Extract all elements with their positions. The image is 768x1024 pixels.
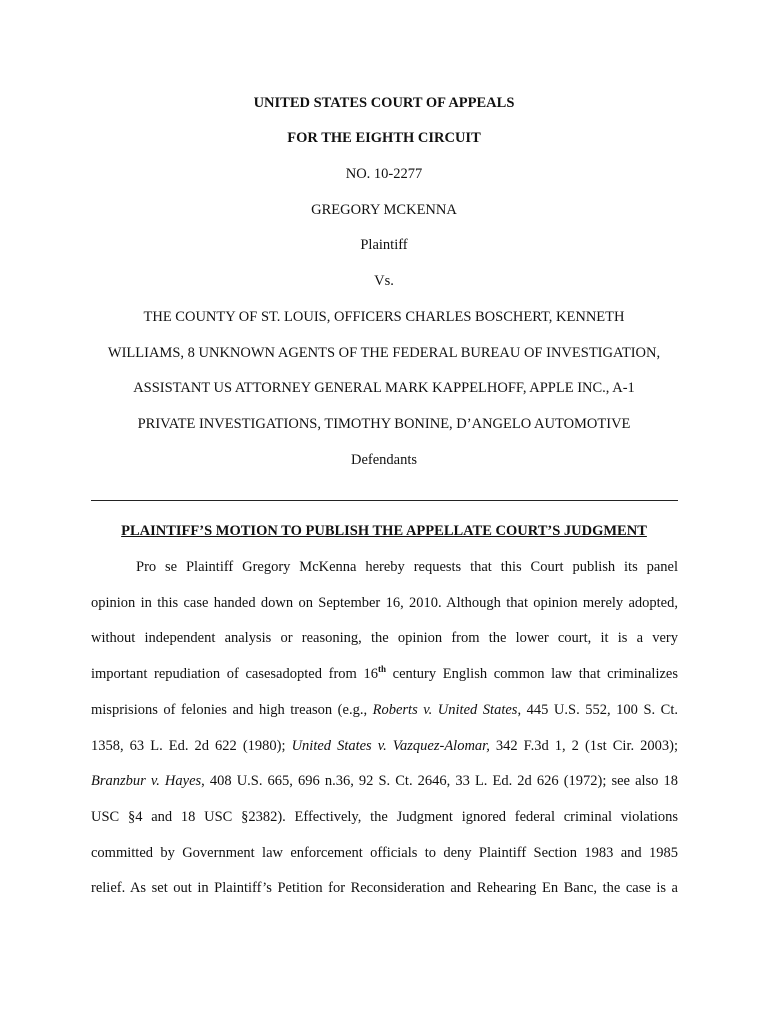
case-citation: Roberts v. United States	[372, 702, 518, 718]
body-line	[91, 737, 678, 755]
versus: Vs.	[374, 273, 394, 289]
ordinal-suffix: th	[377, 664, 386, 675]
body-text: century English common law that criminalizes	[385, 666, 678, 682]
circuit-name: FOR THE EIGHTH CIRCUIT	[287, 130, 481, 146]
body-text: , 408 U.S. 665, 696 n.36, 92 S. Ct. 2646, 33 L. Ed. 2d 626 (1972); see also 18	[201, 773, 678, 789]
court-name: UNITED STATES COURT OF APPEALS	[253, 95, 515, 111]
body-line	[91, 772, 678, 790]
caption-divider	[91, 500, 678, 501]
body-text: 1358, 63 L. Ed. 2d 622 (1980);	[91, 738, 292, 754]
motion-title-text: PLAINTIFF’S MOTION TO PUBLISH THE APPELLATE COURT’S JUDGMENT	[121, 523, 647, 539]
body-text: important repudiation of casesadopted from 16	[91, 666, 378, 682]
body-text: 342 F.3d 1, 2 (1st Cir. 2003);	[489, 738, 678, 754]
plaintiff-role: Plaintiff	[360, 237, 408, 253]
defendants-line: WILLIAMS, 8 UNKNOWN AGENTS OF THE FEDERAL BUREAU OF INVESTIGATION,	[107, 345, 661, 361]
body-line	[91, 665, 678, 683]
defendants-role: Defendants	[350, 452, 418, 468]
body-line: opinion in this case handed down on September 16, 2010. Although that opinion merely adopted,	[91, 595, 678, 611]
case-citation: United States v. Vazquez-Alomar,	[291, 738, 490, 754]
motion-title	[0, 522, 768, 540]
body-line: relief. As set out in Plaintiff’s Petition for Reconsideration and Rehearing En Banc, the case is a	[91, 880, 678, 896]
case-citation: Branzbur v. Hayes	[91, 773, 202, 789]
body-text: misprisions of felonies and high treason (e.g.,	[91, 702, 373, 718]
body-line: USC §4 and 18 USC §2382). Effectively, the Judgment ignored federal criminal violations	[91, 809, 678, 825]
body-line: committed by Government law enforcement officials to deny Plaintiff Section 1983 and 1985	[91, 845, 678, 861]
defendants-line: PRIVATE INVESTIGATIONS, TIMOTHY BONINE, D’ANGELO AUTOMOTIVE	[137, 416, 631, 432]
body-line: Pro se Plaintiff Gregory McKenna hereby requests that this Court publish its panel	[136, 559, 678, 575]
plaintiff-name: GREGORY MCKENNA	[311, 202, 457, 218]
defendants-line: ASSISTANT US ATTORNEY GENERAL MARK KAPPELHOFF, APPLE INC., A-1	[133, 380, 635, 396]
body-line	[91, 701, 678, 719]
body-line: without independent analysis or reasoning, the opinion from the lower court, it is a very	[91, 630, 678, 646]
case-number: NO. 10-2277	[345, 166, 423, 182]
body-text: , 445 U.S. 552, 100 S. Ct.	[517, 702, 678, 718]
defendants-line: THE COUNTY OF ST. LOUIS, OFFICERS CHARLES BOSCHERT, KENNETH	[143, 309, 625, 325]
